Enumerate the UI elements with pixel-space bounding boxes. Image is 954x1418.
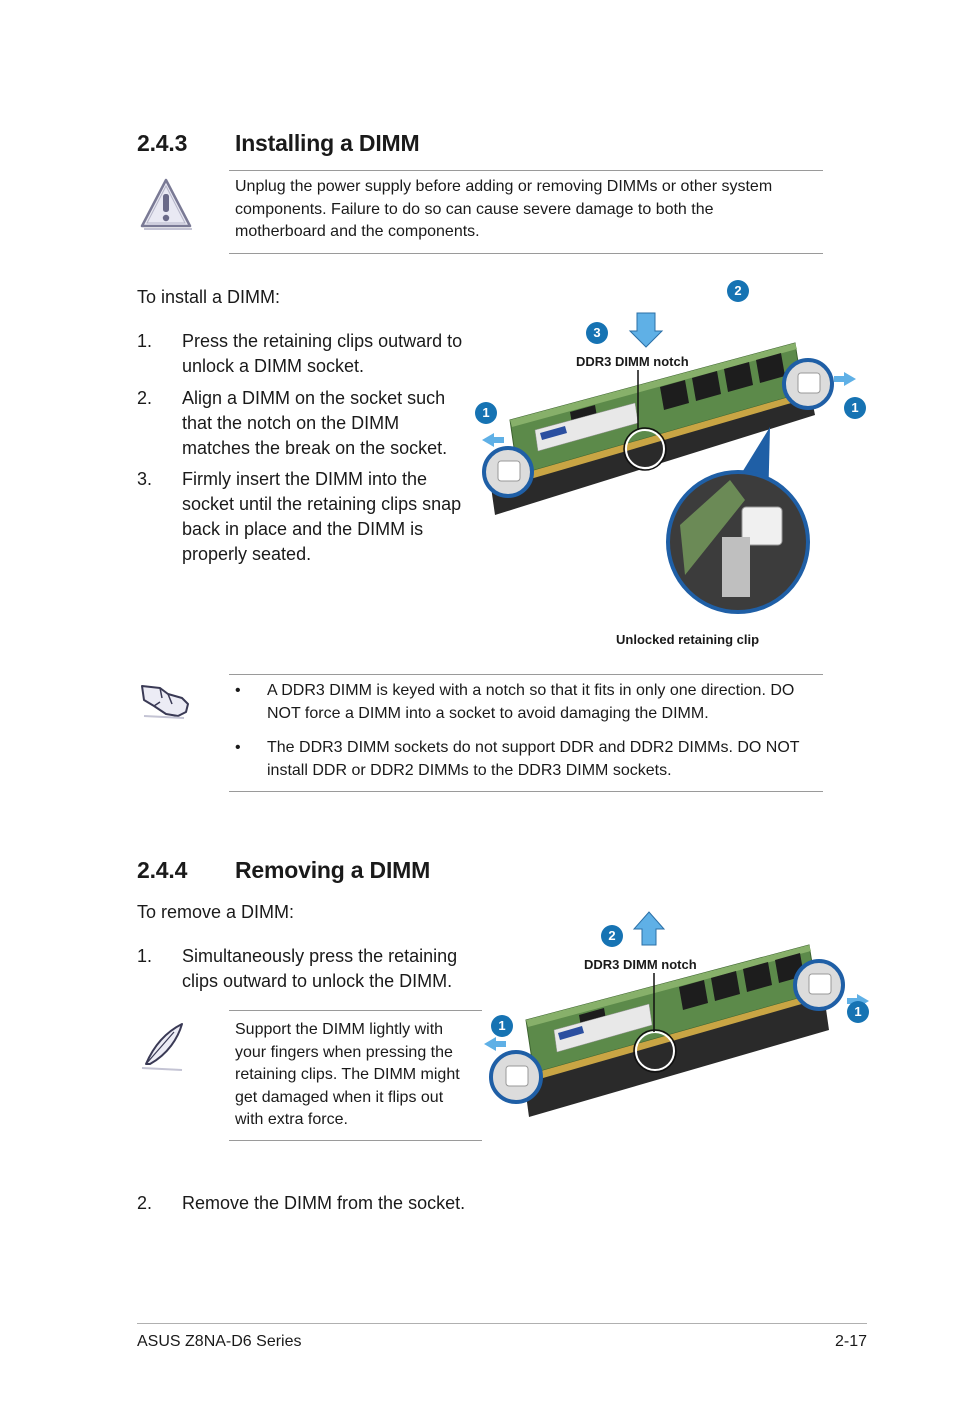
caution-rule-top [229, 170, 823, 171]
section-title: Installing a DIMM [235, 130, 420, 156]
note-item [229, 680, 823, 725]
step-badge-2: 2 [601, 925, 623, 947]
section-number: 2.4.3 [137, 130, 188, 156]
footer-page-number: 2-17 [834, 1333, 867, 1350]
install-dimm-figure [470, 275, 870, 655]
step-badge-1-right: 1 [847, 1001, 869, 1023]
step-badge-1-left: 1 [475, 402, 497, 424]
remove-intro: To remove a DIMM: [137, 902, 295, 922]
step-number: 2. [137, 1193, 153, 1213]
step-badge-2: 2 [727, 280, 749, 302]
step-badge-1-right: 1 [844, 397, 866, 419]
notes-rule-top [229, 674, 823, 675]
step-number: 2. [137, 388, 153, 408]
step-text: Remove the DIMM from the socket. [182, 1193, 466, 1213]
note-text: A DDR3 DIMM is keyed with a notch so that it fits in only one direction. DO NOT force a DIMM into a socket to avoid damaging the DIMM. [267, 682, 795, 722]
caution-text: Unplug the power supply before adding or removing DIMMs or other system components. Failure to do so can cause severe damage to both the motherboard and the components. [235, 178, 773, 240]
step-text: Press the retaining clips outward to unlock a DIMM socket. [182, 331, 463, 376]
step-badge-3: 3 [586, 322, 608, 344]
notch-label: DDR3 DIMM notch [576, 354, 689, 369]
step-text: Firmly insert the DIMM into the socket until the retaining clips snap back in place and the DIMM is properly seated. [182, 469, 462, 564]
footer-rule [137, 1323, 867, 1324]
dimm-install-illustration [470, 275, 870, 655]
step-number: 1. [137, 946, 153, 966]
install-intro: To install a DIMM: [137, 287, 281, 307]
step-number: 1. [137, 331, 153, 351]
caution-rule-bottom [229, 253, 823, 254]
tip-rule-top [229, 1010, 482, 1011]
tip-rule-bottom [229, 1140, 482, 1141]
section-title: Removing a DIMM [235, 857, 431, 883]
dimm-remove-illustration [484, 905, 874, 1130]
notch-label: DDR3 DIMM notch [584, 957, 697, 972]
caution-icon [138, 176, 194, 232]
footer-product: ASUS Z8NA-D6 Series [137, 1333, 302, 1350]
bullet: • [235, 739, 241, 756]
notes-list [229, 680, 823, 782]
step-number: 3. [137, 469, 153, 489]
note-text: The DDR3 DIMM sockets do not support DDR and DDR2 DIMMs. DO NOT install DDR or DDR2 DIMMs to the DDR3 DIMM sockets. [267, 739, 800, 779]
notes-rule-bottom [229, 791, 823, 792]
tip-pen-icon [138, 1020, 188, 1072]
section-heading-installing [137, 130, 419, 157]
note-hand-icon [138, 678, 192, 720]
notes-list-container [229, 680, 823, 794]
section-number: 2.4.4 [137, 857, 188, 883]
step-text: Simultaneously press the retaining clips outward to unlock the DIMM. [182, 946, 458, 991]
note-item [229, 737, 823, 782]
section-heading-removing [137, 857, 430, 884]
step-badge-1-left: 1 [491, 1015, 513, 1037]
tip-text: Support the DIMM lightly with your fingers when pressing the retaining clips. The DIMM might get damaged when it flips out with extra force. [235, 1021, 460, 1128]
clip-label: Unlocked retaining clip [616, 632, 760, 647]
step-text: Align a DIMM on the socket such that the notch on the DIMM matches the break on the socket. [182, 388, 448, 458]
remove-dimm-figure [484, 905, 874, 1130]
bullet: • [235, 682, 241, 699]
